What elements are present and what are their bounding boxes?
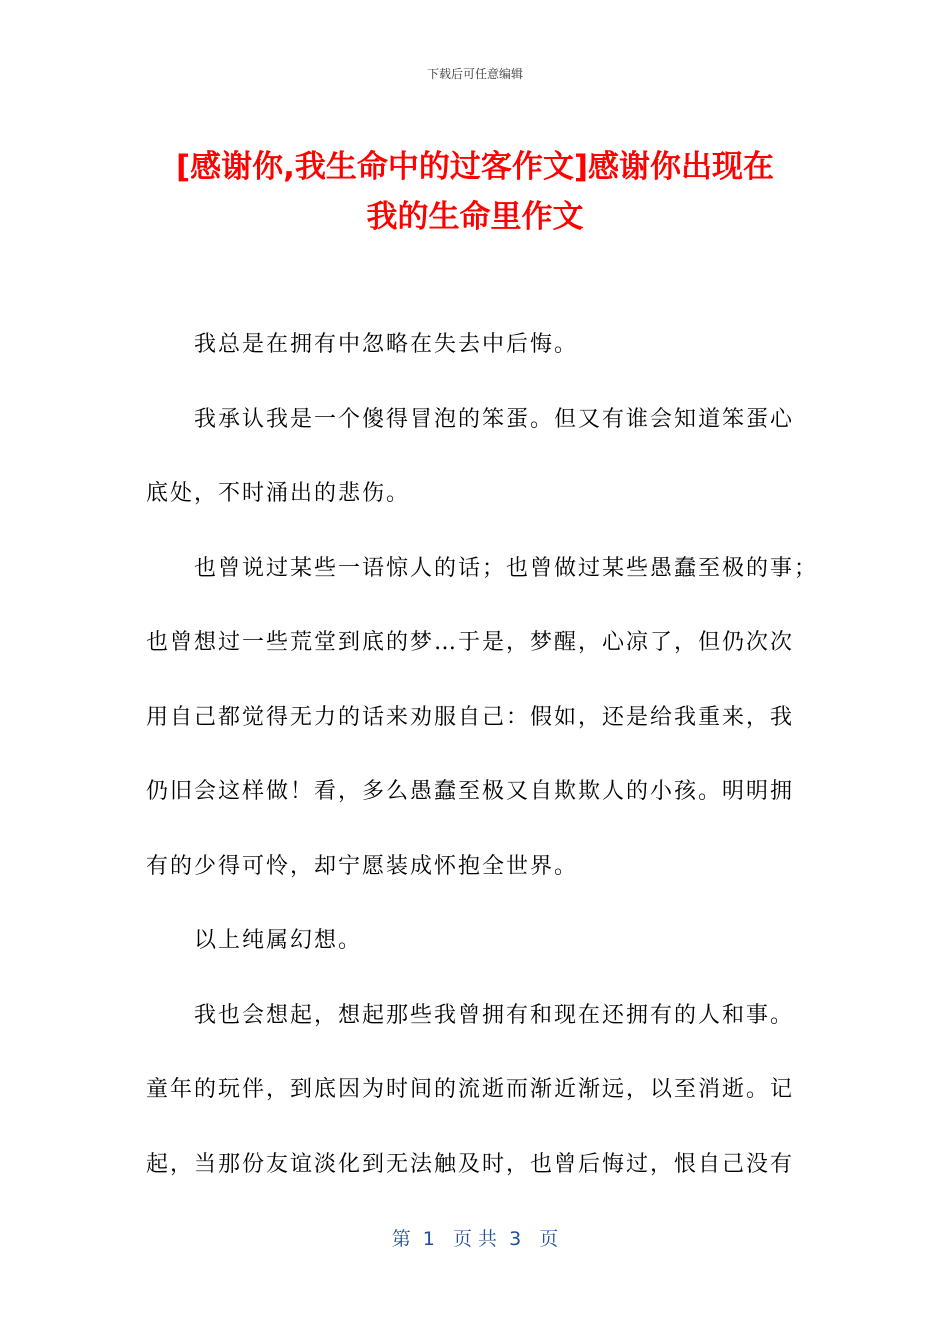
- title-line-2: 我的生命里作文: [366, 199, 584, 235]
- header-note: 下载后可任意编辑: [426, 67, 523, 81]
- body-line: 以上纯属幻想。: [194, 928, 363, 953]
- body-line: 仍旧会这样做！看，多么愚蠢至极又自欺欺人的小孩。明明拥: [146, 779, 795, 804]
- title-line-1: [感谢你,我生命中的过客作文]感谢你出现在: [175, 149, 775, 185]
- body-line: 有的少得可怜，却宁愿装成怀抱全世界。: [146, 853, 579, 879]
- body-line: 我总是在拥有中忽略在失去中后悔。: [194, 332, 579, 357]
- body-line: 底处，不时涌出的悲伤。: [146, 481, 411, 506]
- body-line: 用自己都觉得无力的话来劝服自己：假如，还是给我重来，我: [146, 704, 795, 730]
- body-line: 我承认我是一个傻得冒泡的笨蛋。但又有谁会知道笨蛋心: [194, 406, 795, 432]
- body-line: 也曾说过某些一语惊人的话；也曾做过某些愚蠢至极的事；: [194, 555, 819, 581]
- body-line: 童年的玩伴，到底因为时间的流逝而渐近渐远，以至消逝。记: [146, 1077, 795, 1102]
- body-line: 也曾想过一些荒堂到底的梦…于是，梦醒，心凉了，但仍次次: [146, 630, 795, 655]
- page-number-footer: 第 1 页 共 3 页: [391, 1228, 559, 1250]
- body-line: 我也会想起，想起那些我曾拥有和现在还拥有的人和事。: [194, 1002, 795, 1028]
- body-line: 起，当那份友谊淡化到无法触及时，也曾后悔过，恨自己没有: [146, 1151, 795, 1177]
- document-body: [146, 320, 819, 1214]
- document-title: [100, 142, 850, 242]
